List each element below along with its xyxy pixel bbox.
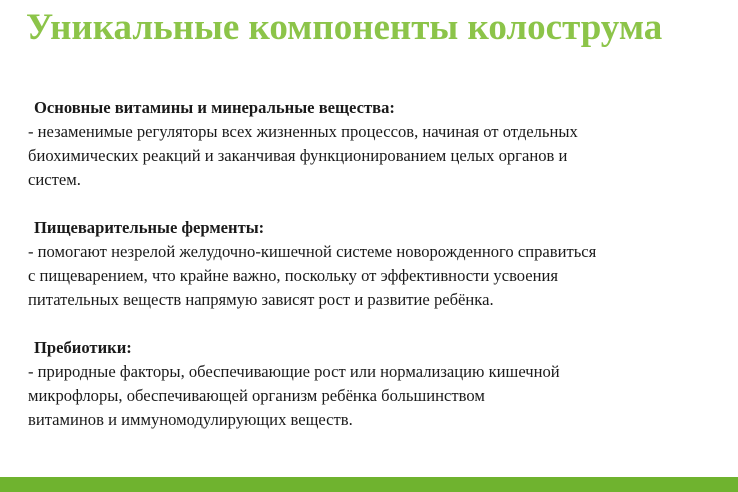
section-text-line: - природные факторы, обеспечивающие рост или нормализацию кишечной bbox=[28, 362, 560, 381]
slide-title: Уникальные компоненты колострума bbox=[26, 7, 663, 48]
section-text-line: - незаменимые регуляторы всех жизненных процессов, начиная от отдельных bbox=[28, 122, 578, 141]
bottom-accent-bar bbox=[0, 477, 738, 492]
section-vitamins-minerals bbox=[28, 96, 728, 192]
section-prebiotics bbox=[28, 336, 728, 432]
section-text-line: витаминов и иммуномодулирующих веществ. bbox=[28, 410, 353, 429]
section-heading: Пребиотики: bbox=[34, 338, 132, 357]
slide-content bbox=[28, 96, 728, 456]
section-text-line: - помогают незрелой желудочно-кишечной системе новорожденного справиться bbox=[28, 242, 597, 261]
section-text-line: систем. bbox=[28, 170, 81, 189]
section-text-line: питательных веществ напрямую зависят рост и развитие ребёнка. bbox=[28, 290, 494, 309]
section-text-line: биохимических реакций и заканчивая функционированием целых органов и bbox=[28, 146, 568, 165]
section-text-line: микрофлоры, обеспечивающей организм ребёнка большинством bbox=[28, 386, 485, 405]
section-text-line: с пищеварением, что крайне важно, поскольку от эффективности усвоения bbox=[28, 266, 559, 285]
section-digestive-enzymes bbox=[28, 216, 728, 312]
section-heading: Пищеварительные ферменты: bbox=[34, 218, 265, 237]
section-heading: Основные витамины и минеральные вещества: bbox=[34, 98, 395, 117]
